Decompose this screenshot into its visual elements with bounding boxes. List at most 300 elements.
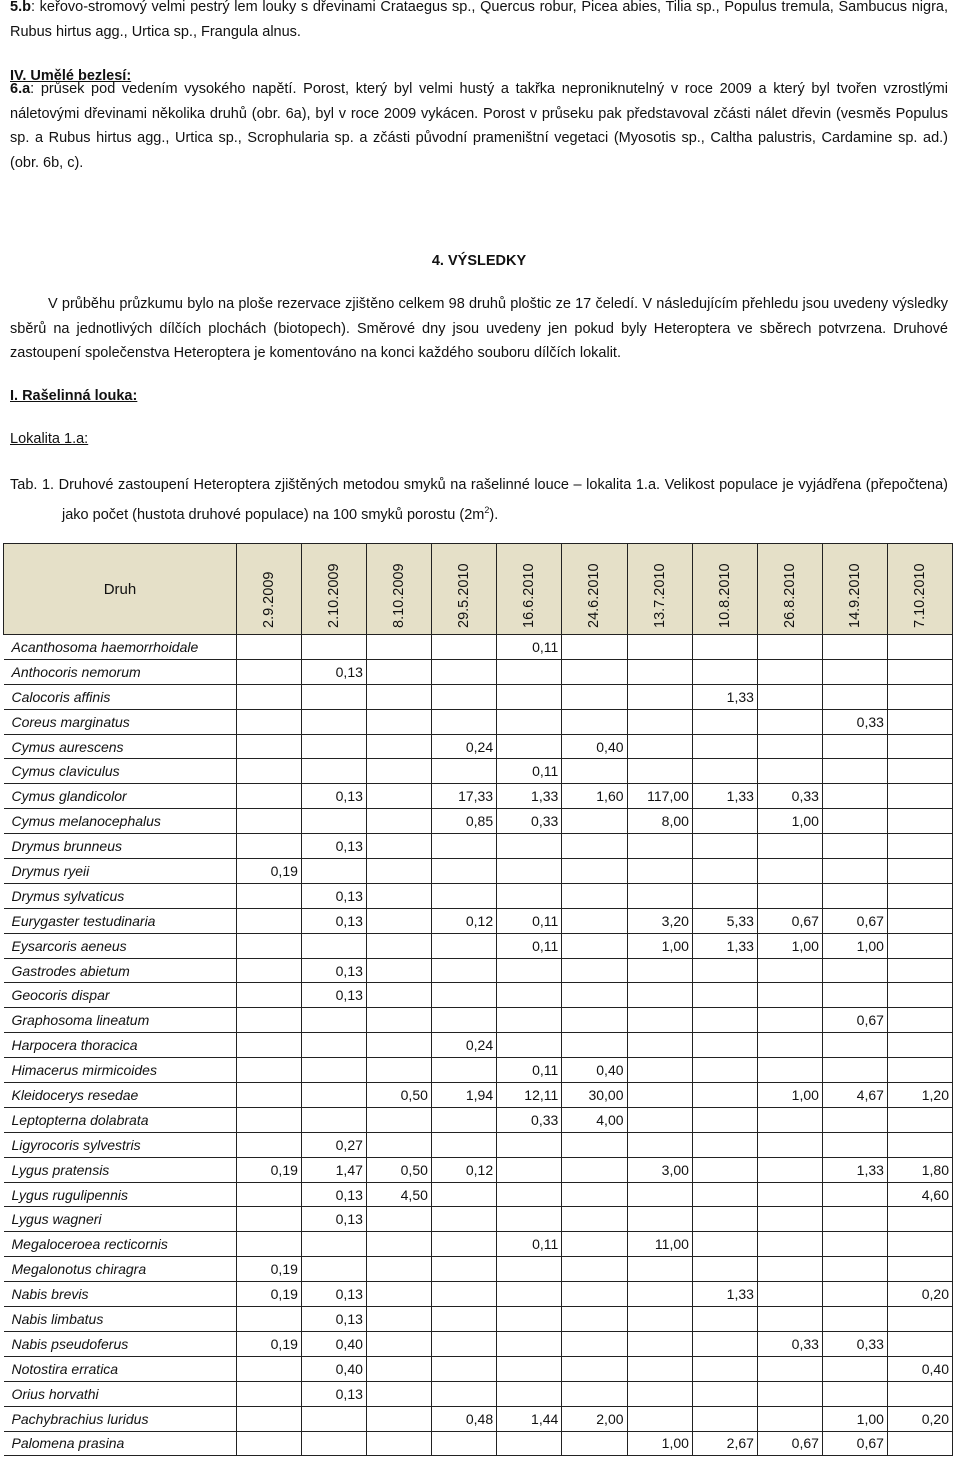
table-row xyxy=(4,1132,953,1157)
caption-label: Tab. 1. xyxy=(10,477,55,493)
density-cell xyxy=(822,983,887,1008)
density-cell xyxy=(497,1356,562,1381)
density-cell: 0,40 xyxy=(887,1356,952,1381)
density-cell xyxy=(822,784,887,809)
table-row xyxy=(4,1083,953,1108)
density-cell: 0,40 xyxy=(301,1331,366,1356)
header-date-label: 26.8.2010 xyxy=(781,563,798,628)
density-cell xyxy=(757,859,822,884)
density-cell xyxy=(301,1008,366,1033)
density-cell xyxy=(497,1257,562,1282)
species-name: Himacerus mirmicoides xyxy=(4,1058,237,1083)
density-cell: 1,33 xyxy=(822,1157,887,1182)
density-cell xyxy=(236,1406,301,1431)
density-cell: 0,19 xyxy=(236,1282,301,1307)
density-cell xyxy=(431,1008,496,1033)
species-name: Harpocera thoracica xyxy=(4,1033,237,1058)
density-cell xyxy=(822,958,887,983)
density-cell: 0,12 xyxy=(431,1157,496,1182)
species-name: Eurygaster testudinaria xyxy=(4,908,237,933)
density-cell: 0,13 xyxy=(301,983,366,1008)
density-cell xyxy=(301,1232,366,1257)
table-row xyxy=(4,1058,953,1083)
density-cell xyxy=(757,1008,822,1033)
density-cell xyxy=(562,1257,627,1282)
species-name: Drymus sylvaticus xyxy=(4,883,237,908)
density-cell xyxy=(757,1356,822,1381)
header-date xyxy=(366,544,431,635)
density-cell: 0,40 xyxy=(301,1356,366,1381)
density-cell: 0,13 xyxy=(301,834,366,859)
section-heading-text: IV. Umělé bezlesí: xyxy=(10,68,132,84)
density-cell xyxy=(692,859,757,884)
locality-text: Lokalita 1.a: xyxy=(10,431,89,447)
density-cell xyxy=(431,958,496,983)
density-cell xyxy=(236,1033,301,1058)
density-cell xyxy=(301,684,366,709)
text-6a: : průsek pod vedením vysokého napětí. Porost, který byl velmi hustý a takřka neproniknutelný v roce 2009 a který byl tvořen vzrostlými náletovými dřevinami několika druhů (obr. 6a), byl v roce 2009 vykácen. Porost v průseku pak představoval zčásti nálet dřevin (vesměs Populus sp. a Rubus hirtus agg., Urtica sp., Scrophularia sp. a zčásti původní prameništní vegetaci (Myosotis sp., Caltha palustris, Cardamine sp. ad.) (obr. 6b, c). xyxy=(10,81,948,171)
density-cell: 1,00 xyxy=(757,933,822,958)
density-cell xyxy=(757,1107,822,1132)
density-cell: 0,11 xyxy=(497,759,562,784)
species-name: Drymus brunneus xyxy=(4,834,237,859)
density-cell xyxy=(822,1232,887,1257)
species-name: Nabis limbatus xyxy=(4,1307,237,1332)
density-cell: 17,33 xyxy=(431,784,496,809)
density-cell: 0,13 xyxy=(301,1381,366,1406)
density-cell xyxy=(822,809,887,834)
density-cell xyxy=(236,1381,301,1406)
density-cell xyxy=(692,1058,757,1083)
density-cell xyxy=(366,1207,431,1232)
density-cell xyxy=(431,1182,496,1207)
species-name: Coreus marginatus xyxy=(4,709,237,734)
density-cell: 1,33 xyxy=(692,933,757,958)
table-row xyxy=(4,1008,953,1033)
density-cell xyxy=(236,709,301,734)
results-paragraph: V průběhu průzkumu bylo na ploše rezervace zjištěno celkem 98 druhů ploštic ze 17 čeledí. V následujícím přehledu jsou uvedeny výsledky sběrů na jednotlivých dílčích plochách (biotopech). Směrové dny jsou uvedeny jen pokud byly Heteroptera ve sběrech potvrzena. Druhové zastoupení společenstva Heteroptera je komentováno na konci každého souboru dílčích lokalit. xyxy=(10,296,948,361)
density-cell xyxy=(366,933,431,958)
density-cell xyxy=(757,635,822,660)
density-cell xyxy=(562,834,627,859)
density-cell: 0,40 xyxy=(562,1058,627,1083)
density-cell: 0,24 xyxy=(431,734,496,759)
table-row xyxy=(4,635,953,660)
density-cell: 2,67 xyxy=(692,1431,757,1456)
density-cell: 1,00 xyxy=(757,809,822,834)
density-cell xyxy=(497,983,562,1008)
header-date-label: 13.7.2010 xyxy=(651,563,668,628)
density-cell xyxy=(236,883,301,908)
density-cell xyxy=(497,734,562,759)
density-cell xyxy=(887,834,952,859)
intro-paragraph-6a xyxy=(10,77,948,175)
header-date-label: 8.10.2009 xyxy=(390,563,407,628)
density-cell: 3,20 xyxy=(627,908,692,933)
density-cell: 0,13 xyxy=(301,1207,366,1232)
density-cell: 5,33 xyxy=(692,908,757,933)
density-cell xyxy=(692,1132,757,1157)
density-cell xyxy=(236,958,301,983)
species-name: Calocoris affinis xyxy=(4,684,237,709)
density-cell xyxy=(497,1008,562,1033)
density-cell xyxy=(822,1033,887,1058)
density-cell xyxy=(497,1207,562,1232)
density-cell xyxy=(562,908,627,933)
table-row xyxy=(4,933,953,958)
density-cell xyxy=(236,809,301,834)
density-cell xyxy=(497,1331,562,1356)
caption-text: Druhové zastoupení Heteroptera zjištěných metodou smyků na rašelinné louce – lokalita 1.a. Velikost populace je vyjádřena (přepočtena) jako počet (hustota druhové populace) na 100 smyků porostu (2m xyxy=(58,477,949,523)
density-cell xyxy=(692,759,757,784)
density-cell: 117,00 xyxy=(627,784,692,809)
density-cell: 0,33 xyxy=(822,709,887,734)
density-cell xyxy=(562,1356,627,1381)
density-cell: 0,19 xyxy=(236,1257,301,1282)
species-name: Palomena prasina xyxy=(4,1431,237,1456)
density-cell: 1,47 xyxy=(301,1157,366,1182)
species-name: Eysarcoris aeneus xyxy=(4,933,237,958)
density-cell xyxy=(431,1132,496,1157)
density-cell xyxy=(757,734,822,759)
density-cell xyxy=(757,759,822,784)
density-cell xyxy=(366,809,431,834)
density-cell xyxy=(497,1033,562,1058)
density-cell xyxy=(497,709,562,734)
density-cell xyxy=(627,1406,692,1431)
density-cell xyxy=(431,859,496,884)
density-cell xyxy=(692,1307,757,1332)
density-cell xyxy=(562,1207,627,1232)
intro-paragraph-5b xyxy=(10,0,948,44)
table-row xyxy=(4,983,953,1008)
density-cell xyxy=(757,1157,822,1182)
density-cell xyxy=(431,1282,496,1307)
density-cell xyxy=(887,883,952,908)
density-cell xyxy=(562,709,627,734)
header-date-label: 16.6.2010 xyxy=(521,563,538,628)
species-name: Cymus melanocephalus xyxy=(4,809,237,834)
density-cell xyxy=(757,1257,822,1282)
table-row xyxy=(4,1331,953,1356)
density-cell xyxy=(236,1008,301,1033)
density-cell: 0,13 xyxy=(301,908,366,933)
density-cell xyxy=(822,734,887,759)
density-cell: 0,20 xyxy=(887,1406,952,1431)
density-cell xyxy=(366,759,431,784)
density-cell xyxy=(887,1132,952,1157)
density-cell xyxy=(366,734,431,759)
density-cell xyxy=(366,1282,431,1307)
species-name: Geocoris dispar xyxy=(4,983,237,1008)
density-cell xyxy=(301,709,366,734)
density-cell xyxy=(562,759,627,784)
species-table xyxy=(3,543,953,1456)
density-cell xyxy=(431,1331,496,1356)
density-cell xyxy=(431,1058,496,1083)
header-date xyxy=(692,544,757,635)
density-cell: 1,33 xyxy=(692,1282,757,1307)
density-cell: 0,67 xyxy=(757,1431,822,1456)
species-name: Drymus ryeii xyxy=(4,859,237,884)
density-cell xyxy=(301,1058,366,1083)
density-cell xyxy=(887,1058,952,1083)
density-cell: 11,00 xyxy=(627,1232,692,1257)
density-cell xyxy=(497,834,562,859)
density-cell xyxy=(562,983,627,1008)
species-name: Acanthosoma haemorrhoidale xyxy=(4,635,237,660)
density-cell xyxy=(236,1058,301,1083)
header-date-label: 10.8.2010 xyxy=(716,563,733,628)
density-cell xyxy=(822,1207,887,1232)
density-cell: 1,33 xyxy=(497,784,562,809)
density-cell xyxy=(757,1232,822,1257)
density-cell xyxy=(236,759,301,784)
density-cell: 1,80 xyxy=(887,1157,952,1182)
density-cell xyxy=(431,1107,496,1132)
density-cell xyxy=(757,1207,822,1232)
density-cell xyxy=(431,1232,496,1257)
table-row xyxy=(4,1232,953,1257)
density-cell xyxy=(497,958,562,983)
density-cell: 4,50 xyxy=(366,1182,431,1207)
density-cell xyxy=(887,1431,952,1456)
density-cell xyxy=(562,1307,627,1332)
density-cell xyxy=(887,908,952,933)
density-cell xyxy=(822,684,887,709)
density-cell xyxy=(236,1356,301,1381)
density-cell xyxy=(627,1033,692,1058)
density-cell xyxy=(562,933,627,958)
label-5b: 5.b xyxy=(10,0,31,15)
table-row xyxy=(4,1431,953,1456)
density-cell: 1,94 xyxy=(431,1083,496,1108)
label-6a: 6.a xyxy=(10,81,31,97)
density-cell xyxy=(627,1182,692,1207)
density-cell xyxy=(692,809,757,834)
density-cell xyxy=(497,1431,562,1456)
species-name: Nabis pseudoferus xyxy=(4,1331,237,1356)
density-cell xyxy=(822,1132,887,1157)
table-row xyxy=(4,709,953,734)
density-cell: 0,24 xyxy=(431,1033,496,1058)
density-cell xyxy=(497,883,562,908)
density-cell xyxy=(887,958,952,983)
density-cell xyxy=(692,1157,757,1182)
table-row xyxy=(4,1356,953,1381)
density-cell xyxy=(627,1107,692,1132)
density-cell xyxy=(562,1381,627,1406)
density-cell xyxy=(887,635,952,660)
density-cell: 0,13 xyxy=(301,958,366,983)
density-cell xyxy=(562,1157,627,1182)
density-cell: 0,19 xyxy=(236,859,301,884)
density-cell xyxy=(236,1132,301,1157)
locality-label xyxy=(10,427,948,452)
density-cell xyxy=(562,859,627,884)
density-cell xyxy=(236,834,301,859)
density-cell xyxy=(757,659,822,684)
density-cell xyxy=(366,883,431,908)
density-cell xyxy=(366,1406,431,1431)
density-cell xyxy=(366,859,431,884)
density-cell: 1,33 xyxy=(692,684,757,709)
density-cell xyxy=(887,1307,952,1332)
species-name: Orius horvathi xyxy=(4,1381,237,1406)
density-cell: 0,40 xyxy=(562,734,627,759)
density-cell xyxy=(366,1107,431,1132)
density-cell xyxy=(301,1257,366,1282)
density-cell xyxy=(822,883,887,908)
density-cell xyxy=(301,635,366,660)
density-cell xyxy=(366,709,431,734)
density-cell xyxy=(627,1356,692,1381)
density-cell xyxy=(822,859,887,884)
species-name: Notostira erratica xyxy=(4,1356,237,1381)
header-date xyxy=(497,544,562,635)
density-cell xyxy=(236,1307,301,1332)
density-cell: 0,11 xyxy=(497,1232,562,1257)
density-cell xyxy=(887,1331,952,1356)
density-cell xyxy=(692,1356,757,1381)
density-cell xyxy=(366,1058,431,1083)
density-cell xyxy=(562,1182,627,1207)
density-cell xyxy=(627,635,692,660)
header-date xyxy=(627,544,692,635)
table-row xyxy=(4,1307,953,1332)
density-cell xyxy=(236,635,301,660)
table-row xyxy=(4,883,953,908)
header-date-label: 7.10.2010 xyxy=(911,563,928,628)
density-cell: 0,13 xyxy=(301,784,366,809)
header-date xyxy=(562,544,627,635)
density-cell xyxy=(431,933,496,958)
species-name: Leptopterna dolabrata xyxy=(4,1107,237,1132)
density-cell xyxy=(236,983,301,1008)
density-cell xyxy=(627,983,692,1008)
table-row xyxy=(4,734,953,759)
density-cell xyxy=(692,1331,757,1356)
density-cell xyxy=(236,1232,301,1257)
density-cell xyxy=(627,1132,692,1157)
species-name: Megalonotus chiragra xyxy=(4,1257,237,1282)
caption-end: ). xyxy=(489,506,499,523)
table-row xyxy=(4,1157,953,1182)
density-cell: 1,20 xyxy=(887,1083,952,1108)
density-cell xyxy=(366,1132,431,1157)
table-row xyxy=(4,958,953,983)
density-cell xyxy=(887,684,952,709)
density-cell xyxy=(431,659,496,684)
density-cell xyxy=(822,1307,887,1332)
density-cell xyxy=(692,1033,757,1058)
density-cell xyxy=(431,834,496,859)
species-name: Pachybrachius luridus xyxy=(4,1406,237,1431)
density-cell xyxy=(236,1083,301,1108)
density-cell xyxy=(692,958,757,983)
density-cell xyxy=(366,1232,431,1257)
density-cell xyxy=(822,1356,887,1381)
density-cell: 0,48 xyxy=(431,1406,496,1431)
density-cell xyxy=(431,759,496,784)
density-cell xyxy=(562,1431,627,1456)
density-cell xyxy=(692,635,757,660)
density-cell xyxy=(301,933,366,958)
table-row xyxy=(4,784,953,809)
density-cell xyxy=(627,659,692,684)
density-cell: 0,33 xyxy=(497,809,562,834)
density-cell xyxy=(692,1107,757,1132)
header-species: Druh xyxy=(4,544,237,635)
density-cell: 0,19 xyxy=(236,1157,301,1182)
density-cell xyxy=(236,1431,301,1456)
density-cell xyxy=(887,1008,952,1033)
header-date-label: 24.6.2010 xyxy=(586,563,603,628)
density-cell: 4,60 xyxy=(887,1182,952,1207)
table-row xyxy=(4,834,953,859)
table-row xyxy=(4,1107,953,1132)
density-cell: 4,67 xyxy=(822,1083,887,1108)
density-cell xyxy=(692,1381,757,1406)
density-cell xyxy=(497,1132,562,1157)
density-cell xyxy=(627,1207,692,1232)
density-cell xyxy=(562,809,627,834)
table-row xyxy=(4,1282,953,1307)
density-cell xyxy=(627,759,692,784)
species-name: Megaloceroea recticornis xyxy=(4,1232,237,1257)
species-name: Gastrodes abietum xyxy=(4,958,237,983)
table-row xyxy=(4,1207,953,1232)
species-name: Cymus aurescens xyxy=(4,734,237,759)
density-cell xyxy=(757,709,822,734)
table-row xyxy=(4,859,953,884)
density-cell xyxy=(562,958,627,983)
density-cell xyxy=(366,1307,431,1332)
density-cell xyxy=(627,883,692,908)
density-cell xyxy=(757,1282,822,1307)
species-name: Anthocoris nemorum xyxy=(4,659,237,684)
density-cell: 1,00 xyxy=(822,1406,887,1431)
species-name: Lygus wagneri xyxy=(4,1207,237,1232)
density-cell xyxy=(692,1083,757,1108)
table-row xyxy=(4,1257,953,1282)
density-cell: 2,00 xyxy=(562,1406,627,1431)
density-cell xyxy=(497,659,562,684)
table-row xyxy=(4,1406,953,1431)
density-cell xyxy=(757,1132,822,1157)
density-cell xyxy=(301,1431,366,1456)
density-cell xyxy=(822,1257,887,1282)
density-cell: 0,13 xyxy=(301,1282,366,1307)
density-cell xyxy=(822,1058,887,1083)
density-cell xyxy=(627,1307,692,1332)
table-row xyxy=(4,1182,953,1207)
density-cell xyxy=(562,883,627,908)
density-cell xyxy=(692,1257,757,1282)
density-cell: 1,33 xyxy=(692,784,757,809)
header-date-label: 29.5.2010 xyxy=(456,563,472,628)
density-cell: 0,33 xyxy=(497,1107,562,1132)
density-cell xyxy=(366,1008,431,1033)
density-cell xyxy=(301,734,366,759)
density-cell xyxy=(757,1033,822,1058)
density-cell xyxy=(366,659,431,684)
density-cell xyxy=(431,1356,496,1381)
species-name: Lygus rugulipennis xyxy=(4,1182,237,1207)
density-cell xyxy=(301,1033,366,1058)
density-cell: 0,11 xyxy=(497,933,562,958)
density-cell: 0,67 xyxy=(822,908,887,933)
